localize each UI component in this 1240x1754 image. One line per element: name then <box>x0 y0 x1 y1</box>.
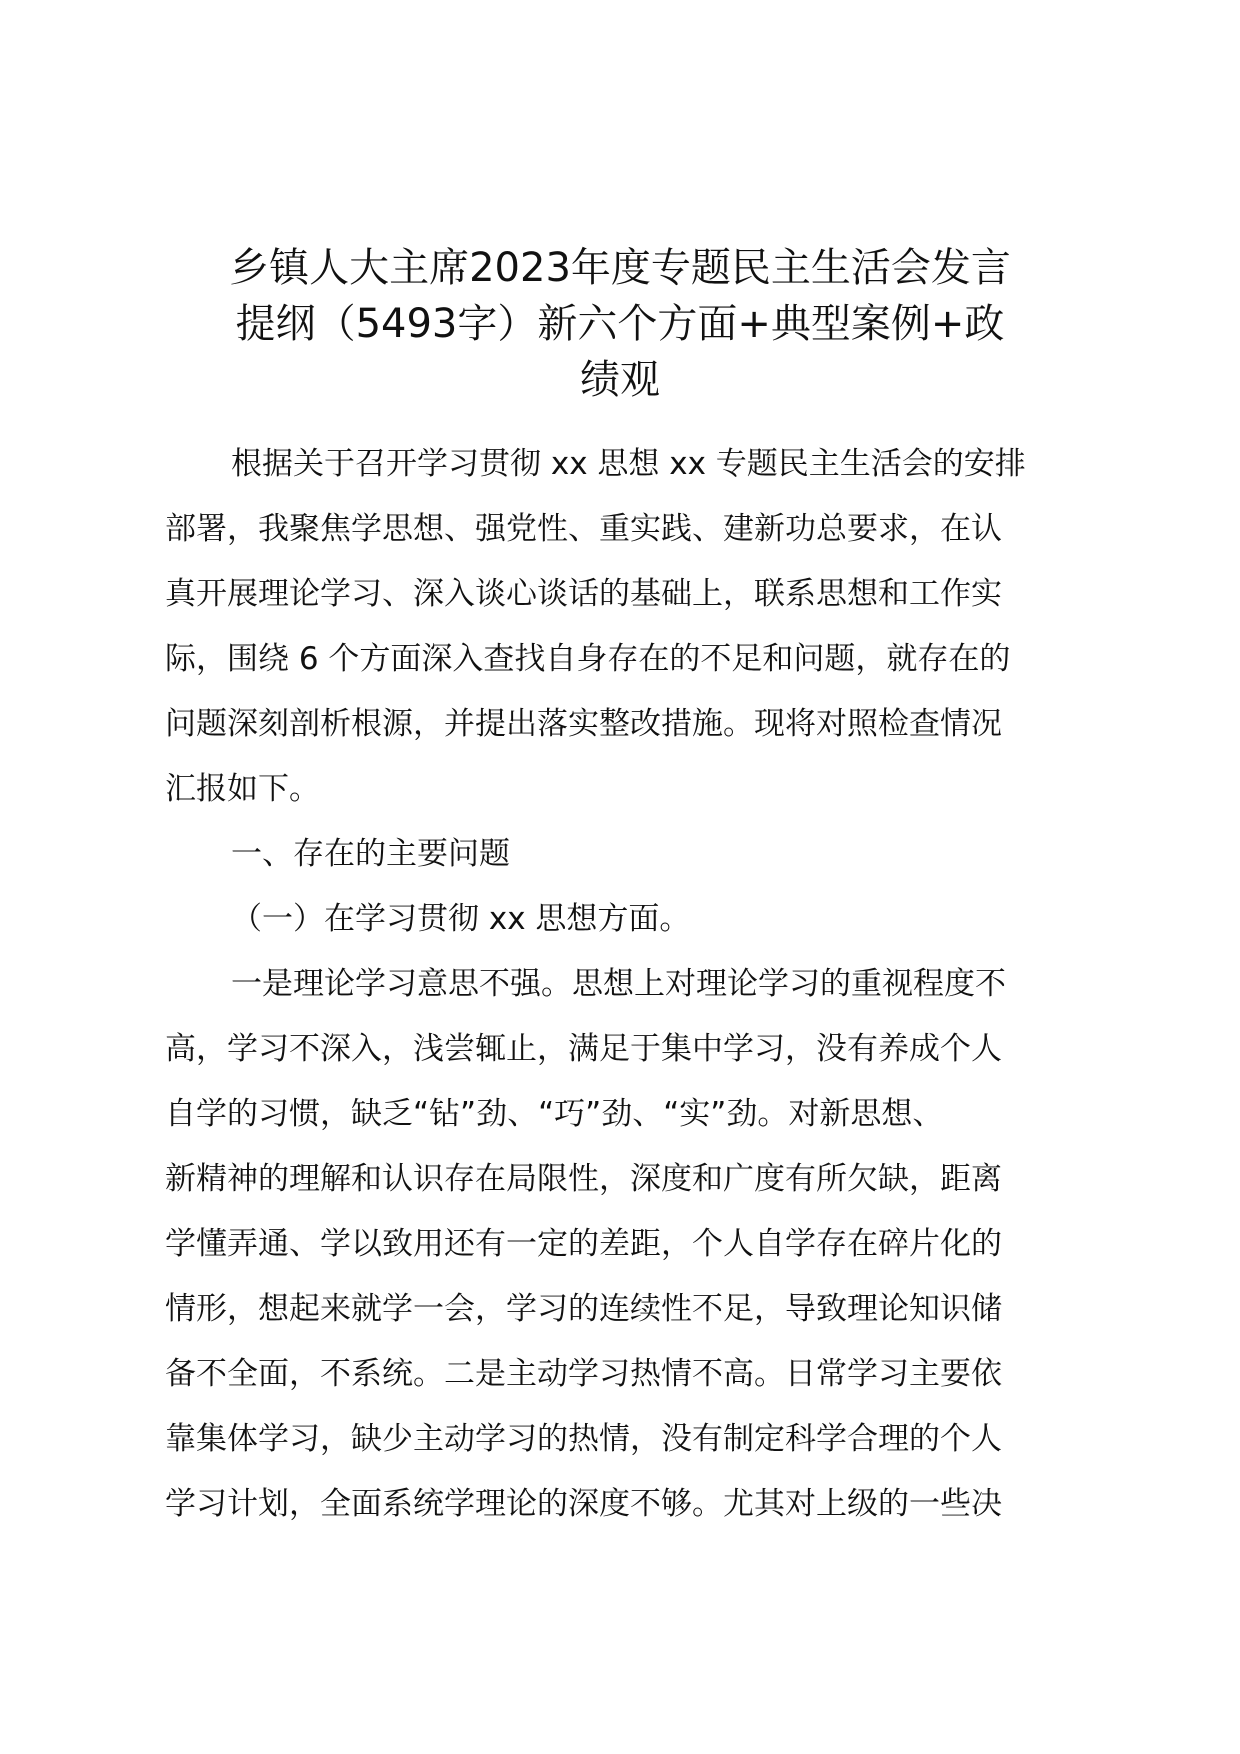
paragraph-line: 自学的习惯，缺乏“钻”劲、“巧”劲、“实”劲。对新思想、 <box>165 1096 944 1132</box>
paragraph-line: 新精神的理解和认识存在局限性，深度和广度有所欠缺，距离 <box>165 1161 1002 1197</box>
section-heading: 一、存在的主要问题 <box>231 836 510 872</box>
document-body <box>165 432 1125 1537</box>
paragraph-line: 一是理论学习意思不强。思想上对理论学习的重视程度不 <box>231 966 1006 1002</box>
paragraph-line: 根据关于召开学习贯彻 xx 思想 xx 专题民主生活会的安排 <box>231 446 1026 482</box>
title-line: 绩观 <box>580 357 660 403</box>
paragraph-line: 汇报如下。 <box>165 771 320 807</box>
paragraph-line: 情形，想起来就学一会，学习的连续性不足，导致理论知识储 <box>165 1291 1002 1327</box>
subsection-heading: （一）在学习贯彻 xx 思想方面。 <box>231 901 691 937</box>
paragraph-line: 真开展理论学习、深入谈心谈话的基础上，联系思想和工作实 <box>165 576 1002 612</box>
paragraph-line: 部署，我聚焦学思想、强党性、重实践、建新功总要求，在认 <box>165 511 1002 547</box>
paragraph-line: 靠集体学习，缺少主动学习的热情，没有制定科学合理的个人 <box>165 1421 1002 1457</box>
paragraph-line: 问题深刻剖析根源，并提出落实整改措施。现将对照检查情况 <box>165 706 1002 742</box>
title-line: 提纲（5493字）新六个方面+典型案例+政 <box>235 301 1005 347</box>
paragraph-line: 际，围绕 6 个方面深入查找自身存在的不足和问题，就存在的 <box>165 641 1011 677</box>
paragraph-line: 学习计划，全面系统学理论的深度不够。尤其对上级的一些决 <box>165 1486 1002 1522</box>
title-line: 乡镇人大主席2023年度专题民主生活会发言 <box>229 245 1011 291</box>
document-title <box>150 240 1090 408</box>
paragraph-line: 备不全面，不系统。二是主动学习热情不高。日常学习主要依 <box>165 1356 1002 1392</box>
paragraph-line: 高，学习不深入，浅尝辄止，满足于集中学习，没有养成个人 <box>165 1031 1002 1067</box>
paragraph-line: 学懂弄通、学以致用还有一定的差距，个人自学存在碎片化的 <box>165 1226 1002 1262</box>
